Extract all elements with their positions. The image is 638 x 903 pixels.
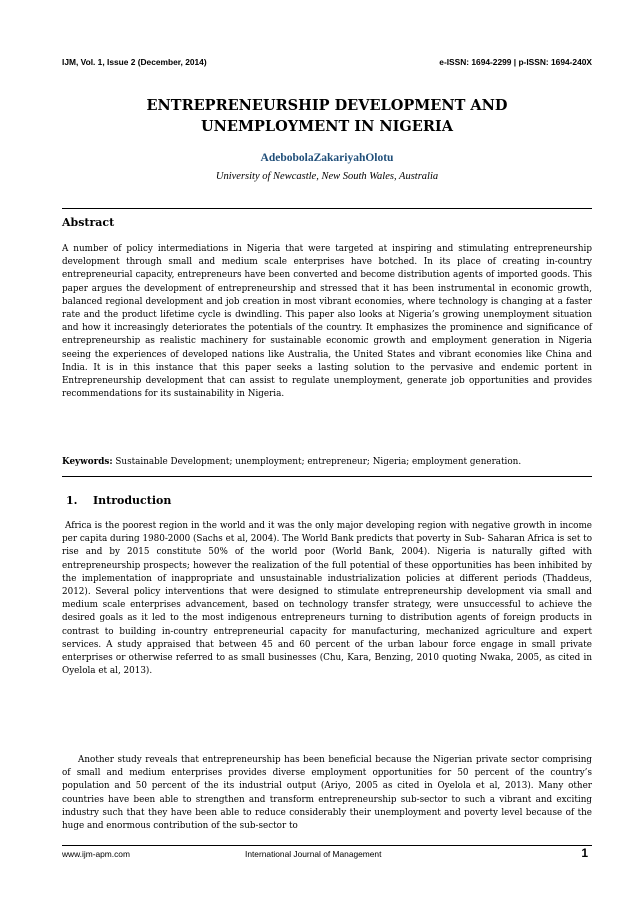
keywords-label: Keywords: bbox=[62, 457, 113, 467]
keywords-list: Sustainable Development; unemployment; entrepreneur; Nigeria; employment generation. bbox=[115, 457, 522, 467]
section-heading-introduction bbox=[66, 494, 171, 507]
paper-title bbox=[62, 95, 592, 137]
abstract-heading: Abstract bbox=[62, 216, 115, 229]
footer-website: www.ijm-apm.com bbox=[62, 849, 130, 859]
section-title: Introduction bbox=[93, 494, 172, 507]
issn: e-ISSN: 1694-2299 | p-ISSN: 1694-240X bbox=[439, 57, 592, 67]
intro-paragraph-1: Africa is the poorest region in the world and it was the only major developing region with negative growth in income per capita during 1980-2000 (Sachs et al, 2004). The World Bank predicts that poverty in Sub- Saharan Africa is set to rise and by 2015 constitute 50% of the world poor (World Bank, 2004). Nigeria is naturally gifted with entrepreneurship prospects; however the realization of the full potential of these opportunities has been inhibited by the implementation of inappropriate and unsustainable industrialization policies at different periods (Thaddeus, 2012). Several policy interventions that were designed to stimulate entrepreneurship development via small and medium scale enterprises advancement, based on technology transfer strategy, were unsuccessful to achieve the desired goals as it led to the most indigenous entrepreneurs turning to distribution agents of foreign products in contrast to building in-country entrepreneurial capacity for manufacturing, mechanized agriculture and expert services. A study appraised that between 45 and 60 percent of the urban labour force engage in small private enterprises or otherwise referred to as small businesses (Chu, Kara, Benzing, 2010 quoting Nwaka, 2005, as cited in Oyelola et al, 2013). bbox=[62, 521, 592, 677]
abstract-top-rule bbox=[62, 208, 592, 209]
footer-journal: International Journal of Management bbox=[245, 849, 382, 859]
title-line-1: ENTREPRENEURSHIP DEVELOPMENT AND bbox=[146, 97, 508, 114]
keywords bbox=[62, 456, 592, 469]
section-number: 1. bbox=[66, 494, 78, 507]
abstract-bottom-rule bbox=[62, 476, 592, 477]
title-line-2: UNEMPLOYMENT IN NIGERIA bbox=[201, 118, 453, 135]
author-affiliation: University of Newcastle, New South Wales, Australia bbox=[215, 171, 439, 182]
journal-citation: IJM, Vol. 1, Issue 2 (December, 2014) bbox=[62, 57, 207, 67]
page-number: 1 bbox=[581, 846, 588, 860]
intro-paragraph-2: Another study reveals that entrepreneurship has been beneficial because the Nigerian private sector comprising of small and medium enterprises provides diverse employment opportunities for 50 percent of the country’s population and 50 percent of the its industrial output (Ariyo, 2005 as cited in Oyelola et al, 2013). Many other countries have been able to strengthen and transform entrepreneurship sub-sector to such a vibrant and exciting industry such that they have been able to reduce considerably their unemployment and poverty level because of the huge and enormous contribution of the sub-sector to bbox=[62, 755, 592, 832]
author-name: AdebobolaZakariyahOlotu bbox=[260, 152, 394, 164]
abstract-text: A number of policy intermediations in Nigeria that were targeted at inspiring and stimulating entrepreneurship development through small and medium scale enterprises have botched. In its place of creating in-country entrepreneurial capacity, entrepreneurs have been converted and become distribution agents of imported goods. This paper argues the development of entrepreneurship and stressed that it has been instrumental in economic growth, balanced regional development and job creation in most vibrant economies, where technology is changing at a faster rate and the product lifetime cycle is dwindling. This paper also looks at Nigeria’s growing unemployment situation and how it increasingly deteriorates the potentials of the country. It emphasizes the prominence and significance of entrepreneurship as realistic machinery for sustainable economic growth and employment generation in Nigeria seeing the experiences of developed nations like Australia, the United States and vibrant economies like China and India. It is in this instance that this paper seeks a lasting solution to the pervasive and endemic portent in Entrepreneurship development that can assist to regulate unemployment, generate job opportunities and provides recommendations for its sustainability in Nigeria. bbox=[62, 244, 592, 400]
footer-rule bbox=[62, 845, 592, 846]
